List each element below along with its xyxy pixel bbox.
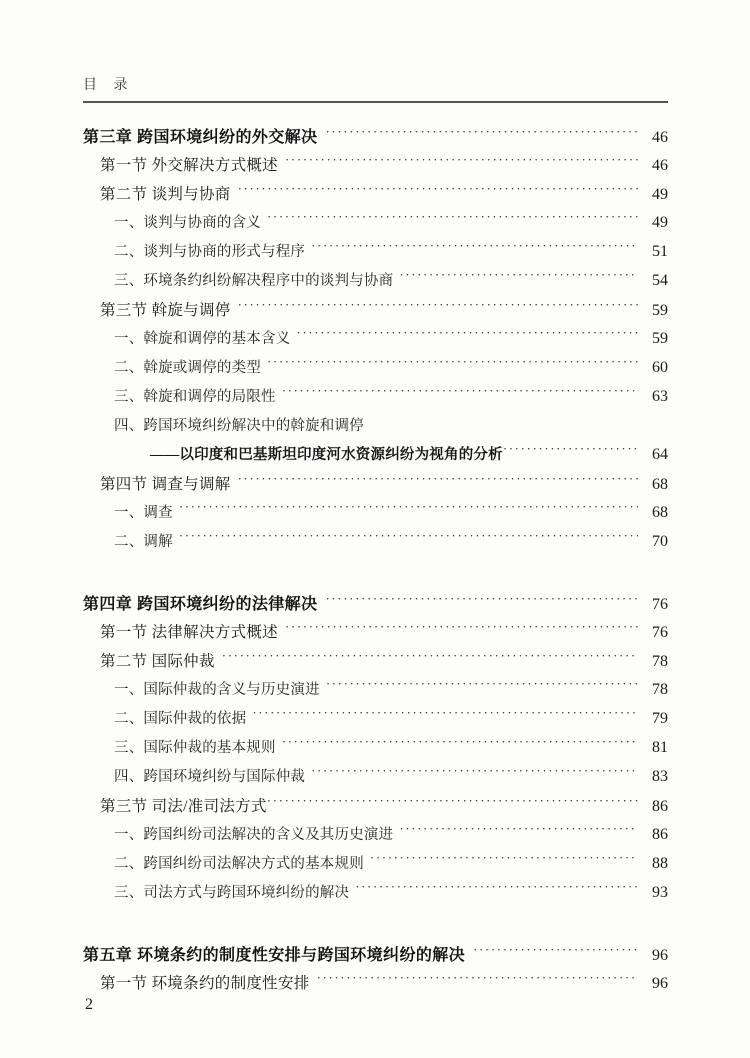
toc-entry-label: 二、国际仲裁的依据 <box>114 711 247 727</box>
toc-entry[interactable] <box>100 971 668 1000</box>
toc-entry-label: 第四节 调查与调解 <box>100 476 231 493</box>
toc-entry-label: 一、跨国纠纷司法解决的含义及其历史演进 <box>114 827 394 843</box>
toc-dot-leader <box>267 211 638 227</box>
toc-entry-page-number: 79 <box>652 710 668 727</box>
toc-entry[interactable] <box>100 153 668 182</box>
toc-entry-label: 四、跨国环境纠纷与国际仲裁 <box>114 769 306 785</box>
toc-entry[interactable] <box>114 385 668 414</box>
toc-dot-leader <box>370 852 638 868</box>
toc-entry-label: 二、跨国纠纷司法解决方式的基本规则 <box>114 856 364 872</box>
header-divider <box>83 101 668 103</box>
toc-entry-page-number: 49 <box>652 186 668 203</box>
toc-entry[interactable] <box>100 298 668 327</box>
toc-dot-leader <box>179 530 638 546</box>
toc-entry-label: 四、跨国环境纠纷解决中的斡旋和调停 <box>114 418 364 434</box>
toc-entry[interactable] <box>114 501 668 530</box>
toc-dot-leader <box>252 707 638 723</box>
toc-dot-leader <box>282 736 638 752</box>
toc-entry-label: 第三章 跨国环境纠纷的外交解决 <box>83 129 318 146</box>
toc-entry-label: 第一节 法律解决方式概述 <box>100 624 278 641</box>
toc-dot-leader <box>282 385 638 401</box>
toc-dot-leader <box>296 327 638 343</box>
toc-dot-leader <box>355 881 638 897</box>
toc-dot-leader <box>325 593 638 609</box>
toc-list <box>83 124 668 1000</box>
toc-entry-page-number: 86 <box>652 826 668 843</box>
toc-entry[interactable] <box>100 794 668 823</box>
toc-entry-page-number: 46 <box>652 157 668 174</box>
toc-entry-page-number: 93 <box>652 884 668 901</box>
toc-entry-page-number: 60 <box>652 359 668 376</box>
toc-dot-leader <box>325 126 638 142</box>
toc-entry[interactable] <box>114 765 668 794</box>
toc-dot-leader <box>267 356 638 372</box>
toc-entry-page-number: 78 <box>652 681 668 698</box>
toc-entry[interactable] <box>100 649 668 678</box>
toc-dot-leader <box>222 650 638 666</box>
toc-entry-label: 二、斡旋或调停的类型 <box>114 360 261 376</box>
toc-entry-page-number: 76 <box>652 596 668 613</box>
toc-dot-leader <box>179 501 638 517</box>
toc-entry[interactable] <box>114 356 668 385</box>
toc-entry-label: 一、调查 <box>114 505 173 521</box>
toc-entry-label: ——以印度和巴基斯坦印度河水资源纠纷为视角的分析 <box>150 447 503 463</box>
toc-entry-page-number: 88 <box>652 855 668 872</box>
toc-entry[interactable] <box>114 736 668 765</box>
toc-entry-page-number: 49 <box>652 214 668 231</box>
toc-entry[interactable] <box>114 414 668 443</box>
toc-entry-label: 第一节 环境条约的制度性安排 <box>100 975 310 992</box>
toc-entry-label: 第一节 外交解决方式概述 <box>100 157 278 174</box>
toc-dot-leader <box>238 473 638 489</box>
toc-entry-page-number: 96 <box>652 947 668 964</box>
toc-entry-page-number: 63 <box>652 388 668 405</box>
toc-entry-label: 第二节 谈判与协商 <box>100 186 231 203</box>
toc-entry-page-number: 68 <box>652 504 668 521</box>
toc-entry[interactable] <box>114 530 668 559</box>
toc-entry-page-number: 70 <box>652 533 668 550</box>
toc-entry-label: 二、调解 <box>114 534 173 550</box>
toc-entry[interactable] <box>114 823 668 852</box>
toc-entry-page-number: 59 <box>652 330 668 347</box>
toc-dot-leader <box>311 240 638 256</box>
toc-dot-leader <box>311 765 638 781</box>
toc-entry-label: 一、谈判与协商的含义 <box>114 215 261 231</box>
toc-dot-leader <box>238 183 638 199</box>
toc-entry-page-number: 54 <box>652 272 668 289</box>
toc-entry[interactable] <box>114 852 668 881</box>
toc-entry[interactable] <box>114 881 668 910</box>
toc-entry-page-number: 86 <box>652 798 668 815</box>
toc-dot-leader <box>326 678 638 694</box>
toc-entry[interactable] <box>83 942 668 971</box>
toc-entry-label: 第五章 环境条约的制度性安排与跨国环境纠纷的解决 <box>83 947 466 964</box>
toc-dot-leader <box>370 414 638 430</box>
toc-entry[interactable] <box>114 269 668 298</box>
toc-entry[interactable] <box>100 620 668 649</box>
toc-entry[interactable] <box>100 472 668 501</box>
toc-entry[interactable] <box>114 211 668 240</box>
toc-entry-label: 三、斡旋和调停的局限性 <box>114 389 276 405</box>
toc-entry-page-number: 51 <box>652 243 668 260</box>
toc-entry-page-number: 46 <box>652 129 668 146</box>
toc-entry[interactable] <box>114 678 668 707</box>
toc-entry-label: 第二节 国际仲裁 <box>100 653 215 670</box>
toc-entry[interactable] <box>83 591 668 620</box>
toc-entry-page-number: 68 <box>652 476 668 493</box>
toc-entry-label: 第四章 跨国环境纠纷的法律解决 <box>83 596 318 613</box>
toc-entry-label: 第三节 斡旋与调停 <box>100 302 231 319</box>
toc-entry[interactable] <box>150 443 668 472</box>
toc-dot-leader <box>399 823 638 839</box>
toc-dot-leader <box>473 944 638 960</box>
toc-dot-leader <box>238 299 638 315</box>
toc-entry[interactable] <box>114 707 668 736</box>
toc-entry[interactable] <box>100 182 668 211</box>
toc-entry-page-number: 59 <box>652 302 668 319</box>
toc-dot-leader <box>267 795 638 811</box>
toc-entry-label: 三、环境条约纠纷解决程序中的谈判与协商 <box>114 273 394 289</box>
toc-entry-label: 一、斡旋和调停的基本含义 <box>114 331 291 347</box>
toc-entry-page-number: 64 <box>652 446 668 463</box>
toc-entry-label: 第三节 司法/准司法方式 <box>100 798 267 815</box>
toc-dot-leader <box>285 621 638 637</box>
toc-entry-page-number: 96 <box>652 975 668 992</box>
toc-entry-label: 二、谈判与协商的形式与程序 <box>114 244 306 260</box>
running-head: 目 录 <box>83 78 128 93</box>
toc-entry-page-number: 76 <box>652 624 668 641</box>
toc-entry[interactable] <box>114 240 668 269</box>
toc-entry-label: 三、国际仲裁的基本规则 <box>114 740 276 756</box>
toc-entry-page-number: 78 <box>652 653 668 670</box>
toc-entry-label: 三、司法方式与跨国环境纠纷的解决 <box>114 885 350 901</box>
page-number: 2 <box>85 996 93 1013</box>
toc-entry-page-number: 81 <box>652 739 668 756</box>
toc-entry[interactable] <box>114 327 668 356</box>
toc-entry-page-number: 83 <box>652 768 668 785</box>
toc-dot-leader <box>317 972 638 988</box>
toc-dot-leader <box>503 443 638 459</box>
toc-dot-leader <box>285 154 638 170</box>
toc-entry-label: 一、国际仲裁的含义与历史演进 <box>114 682 320 698</box>
toc-dot-leader <box>399 269 638 285</box>
toc-entry[interactable] <box>83 124 668 153</box>
